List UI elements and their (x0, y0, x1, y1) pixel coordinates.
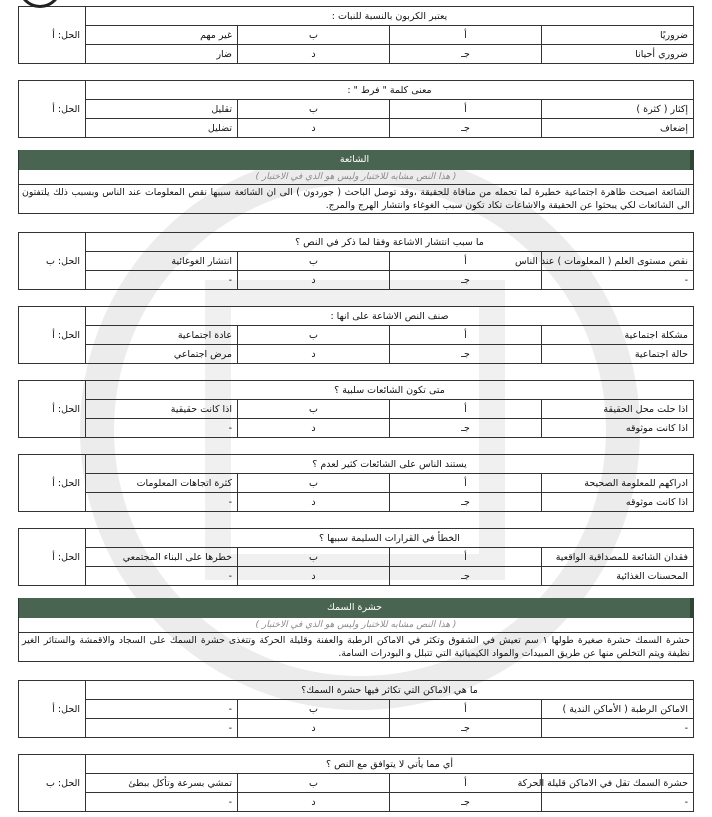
option-text: - (86, 419, 238, 438)
question-stem: أي مما يأتي لا يتوافق مع النص ؟ (86, 755, 694, 774)
option-letter: د (238, 793, 390, 812)
option-text: ضار (86, 45, 238, 64)
option-letter: د (238, 119, 390, 138)
option-letter: أ (390, 400, 542, 419)
option-letter: جـ (390, 271, 542, 290)
option-text: مرض اجتماعي (86, 345, 238, 364)
option-text: انتشار الغوغائية (86, 252, 238, 271)
option-letter: د (238, 493, 390, 512)
option-letter: جـ (390, 493, 542, 512)
option-text: غير مهم (86, 26, 238, 45)
option-letter: أ (390, 26, 542, 45)
question-block (18, 232, 694, 290)
solution-cell: الحل: أ (19, 381, 86, 438)
option-text: تقليل (86, 100, 238, 119)
option-letter: د (238, 345, 390, 364)
option-letter: أ (390, 326, 542, 345)
solution-cell: الحل: أ (19, 529, 86, 586)
option-letter: جـ (390, 567, 542, 586)
option-text: - (86, 719, 238, 738)
option-letter: ب (238, 26, 390, 45)
option-text: ضروري أحيانا (542, 45, 694, 64)
question-stem: ما سبب انتشار الاشاعة وفقا لما ذكر في النص ؟ (86, 233, 694, 252)
option-text: - (86, 493, 238, 512)
question-block (18, 306, 694, 364)
solution-cell: الحل: ب (19, 233, 86, 290)
option-letter: د (238, 271, 390, 290)
option-text: خطرها على البناء المجتمعي (86, 548, 238, 567)
option-text: الاماكن الرطبة ( الأماكن الندية ) (542, 700, 694, 719)
question-block (18, 80, 694, 138)
solution-cell: الحل: ب (19, 755, 86, 812)
option-letter: د (238, 567, 390, 586)
option-text: ادراكهم للمعلومة الصحيحة (542, 474, 694, 493)
option-letter: جـ (390, 119, 542, 138)
question-stem: صنف النص الاشاعة على انها : (86, 307, 694, 326)
option-text: - (86, 700, 238, 719)
question-stem: يعتبر الكربون بالنسبة للنبات : (86, 7, 694, 26)
option-text: إكثار ( كثرة ) (542, 100, 694, 119)
option-letter: أ (390, 474, 542, 493)
solution-cell: الحل: أ (19, 81, 86, 138)
question-block (18, 754, 694, 812)
option-letter: ب (238, 700, 390, 719)
option-letter: ب (238, 400, 390, 419)
option-text: - (542, 719, 694, 738)
solution-cell: الحل: أ (19, 455, 86, 512)
option-text: اذا حلت محل الحقيقة (542, 400, 694, 419)
option-letter: د (238, 45, 390, 64)
option-text: - (542, 793, 694, 812)
option-letter: د (238, 719, 390, 738)
option-letter: أ (390, 700, 542, 719)
option-text: حالة اجتماعية (542, 345, 694, 364)
option-letter: جـ (390, 793, 542, 812)
option-text: - (86, 793, 238, 812)
passage-note: ( هذا النص مشابه للاختبار وليس هو الذي في الاختبار ) (18, 170, 694, 185)
option-letter: ب (238, 774, 390, 793)
passage-block (18, 598, 694, 662)
option-letter: أ (390, 100, 542, 119)
question-stem: معنى كلمة " فرط " : (86, 81, 694, 100)
option-letter: د (238, 419, 390, 438)
solution-cell: الحل: أ (19, 681, 86, 738)
passage-note: ( هذا النص مشابه للاختبار وليس هو الذي في الاختبار ) (18, 618, 694, 633)
option-letter: أ (390, 548, 542, 567)
option-text: - (542, 271, 694, 290)
option-text: تمشي بسرعة وتأكل ببطئ (86, 774, 238, 793)
question-block (18, 6, 694, 64)
passage-text: حشرة السمك حشرة صغيرة طولها ١ سم تعيش في الشقوق وتكثر في الاماكن الرطبة والعفنة وقليلة الحركة وتتغذى حشرة السمك على السجاد والاقمشة والستائر الغير نظيفة ويتم التخلص منها عن طريق المبيدات والمواد الكيميائية التي تتبلل و البودرات السامة. (18, 633, 694, 662)
solution-cell: الحل: أ (19, 307, 86, 364)
option-text: تضليل (86, 119, 238, 138)
question-block (18, 454, 694, 512)
solution-cell: الحل: أ (19, 7, 86, 64)
option-letter: جـ (390, 419, 542, 438)
option-text: اذا كانت موثوقه (542, 493, 694, 512)
option-text: نقص مستوى العلم ( المعلومات ) عند الناس (542, 252, 694, 271)
option-letter: جـ (390, 719, 542, 738)
passage-block (18, 150, 694, 214)
option-text: عادة اجتماعية (86, 326, 238, 345)
option-text: فقدان الشائعة للمصداقية الواقعية (542, 548, 694, 567)
question-block (18, 380, 694, 438)
question-stem: الخطأ في القرارات السليمة سببها ؟ (86, 529, 694, 548)
passage-title: الشائعة (18, 150, 694, 170)
option-letter: ب (238, 548, 390, 567)
option-letter: ب (238, 326, 390, 345)
option-letter: ب (238, 252, 390, 271)
passage-text: الشائعة اصبحت ظاهرة اجتماعية خطيرة لما تحمله من منافاة للحقيقة ،وقد توصل الباحث ( جوردون ) الى ان الشائعة سببها نقص المعلومات عند الناس وبسبب ذلك يلتفتون الى الشائعات لكي يبحثوا عن الحقيقة والاشاعات تكاد تكون سبب الغوغاء وانتشار الهرج والمرج. (18, 185, 694, 214)
option-text: اذا كانت موثوقه (542, 419, 694, 438)
option-letter: ب (238, 474, 390, 493)
question-stem: متى تكون الشائعات سلبية ؟ (86, 381, 694, 400)
option-text: حشرة السمك تقل في الاماكن قليلة الحركة (542, 774, 694, 793)
question-block (18, 528, 694, 586)
option-text: مشكلة اجتماعية (542, 326, 694, 345)
option-letter: أ (390, 774, 542, 793)
option-letter: جـ (390, 345, 542, 364)
option-text: المحسنات الغذائية (542, 567, 694, 586)
option-letter: ب (238, 100, 390, 119)
option-text: - (86, 271, 238, 290)
question-stem: ما هي الاماكن التي تكاثر فيها حشرة السمك؟ (86, 681, 694, 700)
question-block (18, 680, 694, 738)
option-text: إضعاف (542, 119, 694, 138)
question-stem: يستند الناس على الشائعات كثير لعدم ؟ (86, 455, 694, 474)
option-text: اذا كانت حقيقية (86, 400, 238, 419)
option-text: ضروريًا (542, 26, 694, 45)
option-text: كثرة اتجاهات المعلومات (86, 474, 238, 493)
option-letter: جـ (390, 45, 542, 64)
option-letter: أ (390, 252, 542, 271)
option-text: - (86, 567, 238, 586)
passage-title: حشرة السمك (18, 598, 694, 618)
